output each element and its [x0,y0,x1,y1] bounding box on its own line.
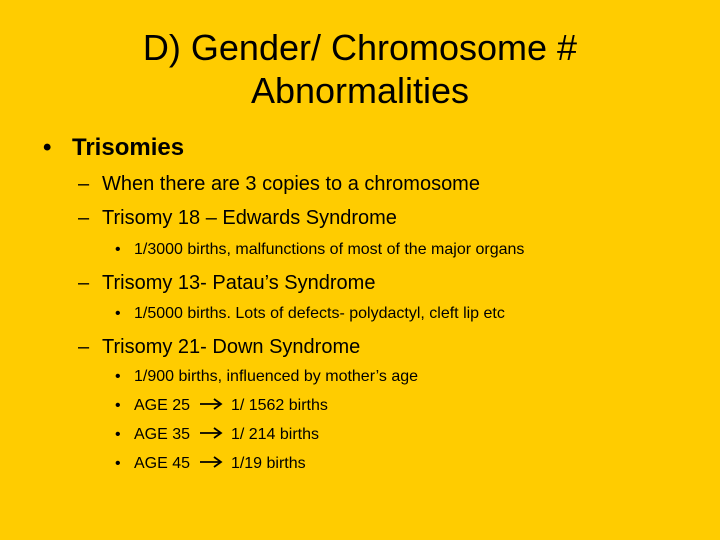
detail-bullet-dot: • [115,305,121,322]
sub-bullet-trisomy-18-text: Trisomy 18 – Edwards Syndrome [102,207,397,229]
detail-bullet-dot: • [115,241,121,258]
title-line-2: Abnormalities [250,70,470,111]
detail-bullet-dot: • [115,368,121,385]
detail-bullet-dot: • [115,397,121,414]
age-45-label: AGE 45 [134,455,191,472]
detail-trisomy-18-text: 1/3000 births, malfunctions of most of the major organs [134,241,525,258]
detail-age-35-text [134,425,319,445]
age-35-label: AGE 35 [134,426,191,443]
detail-trisomy-21-text: 1/900 births, influenced by mother’s age [134,368,419,385]
age-35-value: 1/ 214 births [230,426,319,443]
detail-age-25-text [134,396,328,416]
sub-bullet-dash: – [78,272,90,294]
bullet-trisomies-text: Trisomies [72,134,185,161]
sub-bullet-trisomy-21-text: Trisomy 21- Down Syndrome [102,336,361,358]
sub-bullet-dash: – [78,173,90,195]
right-arrow-icon [198,397,224,411]
detail-bullet-dot: • [115,426,121,443]
sub-bullet-dash: – [78,207,90,229]
bullet-dot: • [43,134,52,161]
right-arrow-icon [198,455,224,469]
sub-bullet-dash: – [78,336,90,358]
detail-age-45-text [134,454,306,474]
sub-bullet-trisomy-13-text: Trisomy 13- Patau’s Syndrome [102,272,376,294]
age-25-label: AGE 25 [134,397,191,414]
title-line-1: D) Gender/ Chromosome # [142,27,578,68]
detail-trisomy-13-text: 1/5000 births. Lots of defects- polydactyl, cleft lip etc [134,305,505,322]
sub-bullet-definition-text: When there are 3 copies to a chromosome [102,173,480,195]
detail-bullet-dot: • [115,455,121,472]
slide-title [0,26,720,112]
age-25-value: 1/ 1562 births [230,397,328,414]
age-45-value: 1/19 births [230,455,306,472]
right-arrow-icon [198,426,224,440]
